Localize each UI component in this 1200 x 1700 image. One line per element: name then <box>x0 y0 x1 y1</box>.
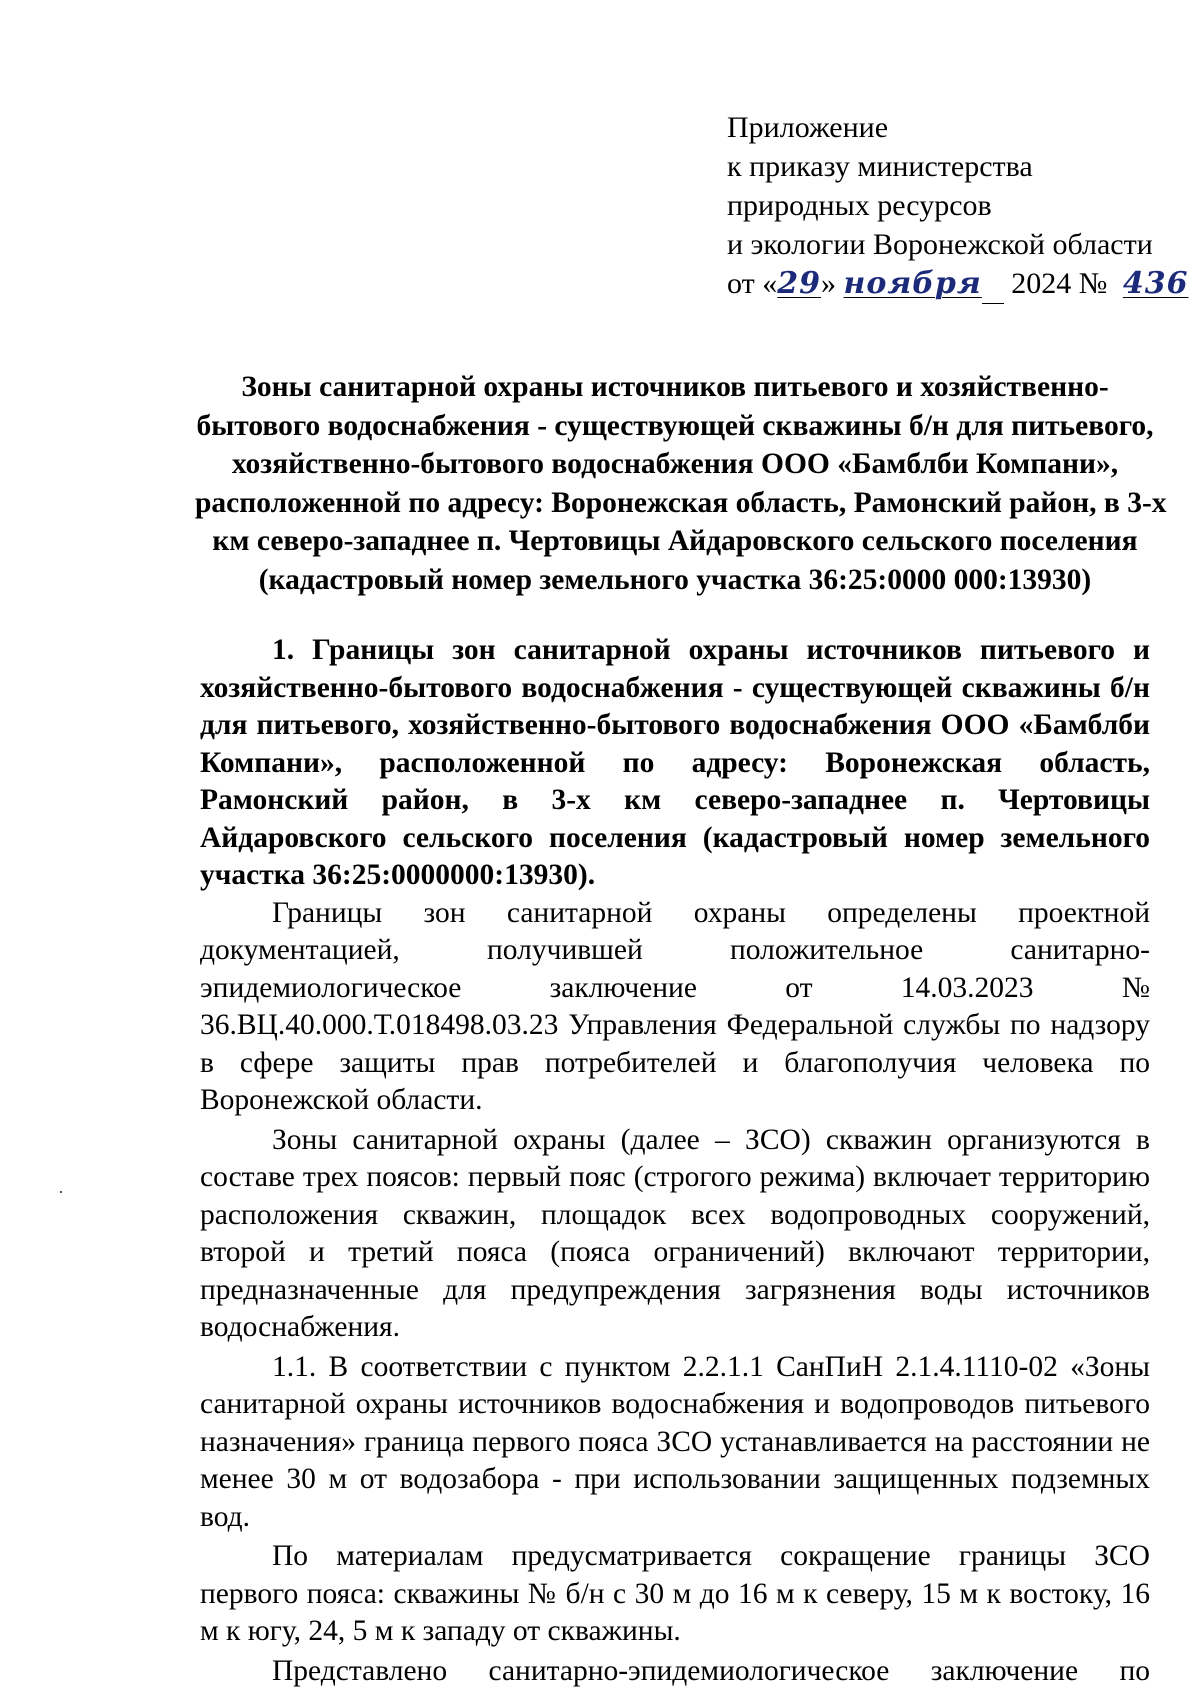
date-prefix: от « <box>727 267 778 300</box>
underline-blank <box>982 264 1004 304</box>
paragraph-zones: Зоны санитарной охраны (далее – ЗСО) скважин организуются в составе трех поясов: первый пояс (строгого режима) включает территорию расположения скважин, площадок всех водопроводных сооружений, второй и третий пояса (пояса ограничений) включают территории, предназначенные для предупреждения загрязнения воды источников водоснабжения. <box>200 1123 1150 1343</box>
paragraph-presented <box>200 1653 1150 1691</box>
paragraph-reduction: По материалам предусматривается сокращение границы ЗСО первого пояса: скважины № б/н с 30 м до 16 м к северу, 15 м к востоку, 16 м к югу, 24, 5 м к западу от скважины. <box>200 1540 1150 1647</box>
word: по <box>1119 1654 1150 1687</box>
title-line: хозяйственно-бытового водоснабжения ООО «Бамблби Компани», <box>231 448 1119 480</box>
title-line: расположенной по адресу: Воронежская область, Рамонский район, в 3-х <box>195 486 1167 519</box>
word: Представлено <box>272 1654 448 1687</box>
handwritten-month: ноября <box>843 266 982 301</box>
title-line: км северо-западнее п. Чертовицы Айдаровского сельского поселения <box>212 525 1138 557</box>
appendix-line-2: к приказу министерства <box>727 150 1033 183</box>
section-1-heading: 1. Границы зон санитарной охраны источников питьевого и хозяйственно-бытового водоснабжения - существующей скважины б/н для питьевого, хозяйственно-бытового водоснабжения ООО «Бамблби Компани», расположенной по адресу: Воронежская область, Рамонский район, в 3-х км северо-западнее п. Чертовицы Айдаровского сельского поселения (кадастровый номер земельного участка 36:25:0000000:13930). <box>200 634 1150 891</box>
document-title <box>195 368 1167 599</box>
scan-speck <box>60 1191 62 1193</box>
appendix-line-1: Приложение <box>727 111 889 144</box>
appendix-date-line <box>727 264 1189 304</box>
paragraph-1-1: 1.1. В соответствии с пунктом 2.2.1.1 СанПиН 2.1.4.1110-02 «Зоны санитарной охраны источников водоснабжения и водопроводов питьевого назначения» граница первого пояса ЗСО устанавливается на расстоянии не менее 30 м от водозабора - при использовании защищенных подземных вод. <box>200 1350 1150 1533</box>
appendix-line-4: и экологии Воронежской области <box>727 228 1153 261</box>
title-line: Зоны санитарной охраны источников питьевого и хозяйственно- <box>241 371 1109 403</box>
date-mid: » <box>820 267 836 300</box>
paragraph-boundaries: Границы зон санитарной охраны определены проектной документацией, получившей положительное санитарно-эпидемиологическое заключение от 14.03.2023 № 36.ВЦ.40.000.Т.018498.03.23 Управления Федеральной службы по надзору в сфере защиты прав потребителей и благополучия человека по Воронежской области. <box>200 896 1150 1116</box>
year-number-label: 2024 № <box>1011 267 1108 300</box>
handwritten-day: 29 <box>777 266 821 301</box>
title-line: (кадастровый номер земельного участка 36:25:0000 000:13930) <box>258 563 1092 596</box>
appendix-block <box>727 108 1189 304</box>
appendix-line-3: природных ресурсов <box>727 189 992 222</box>
word: заключение <box>930 1654 1079 1687</box>
document-body <box>200 632 1150 1690</box>
handwritten-number: 436 <box>1122 266 1189 301</box>
title-line: бытового водоснабжения - существующей скважины б/н для питьевого, <box>196 409 1154 442</box>
word: санитарно-эпидемиологическое <box>488 1654 890 1687</box>
